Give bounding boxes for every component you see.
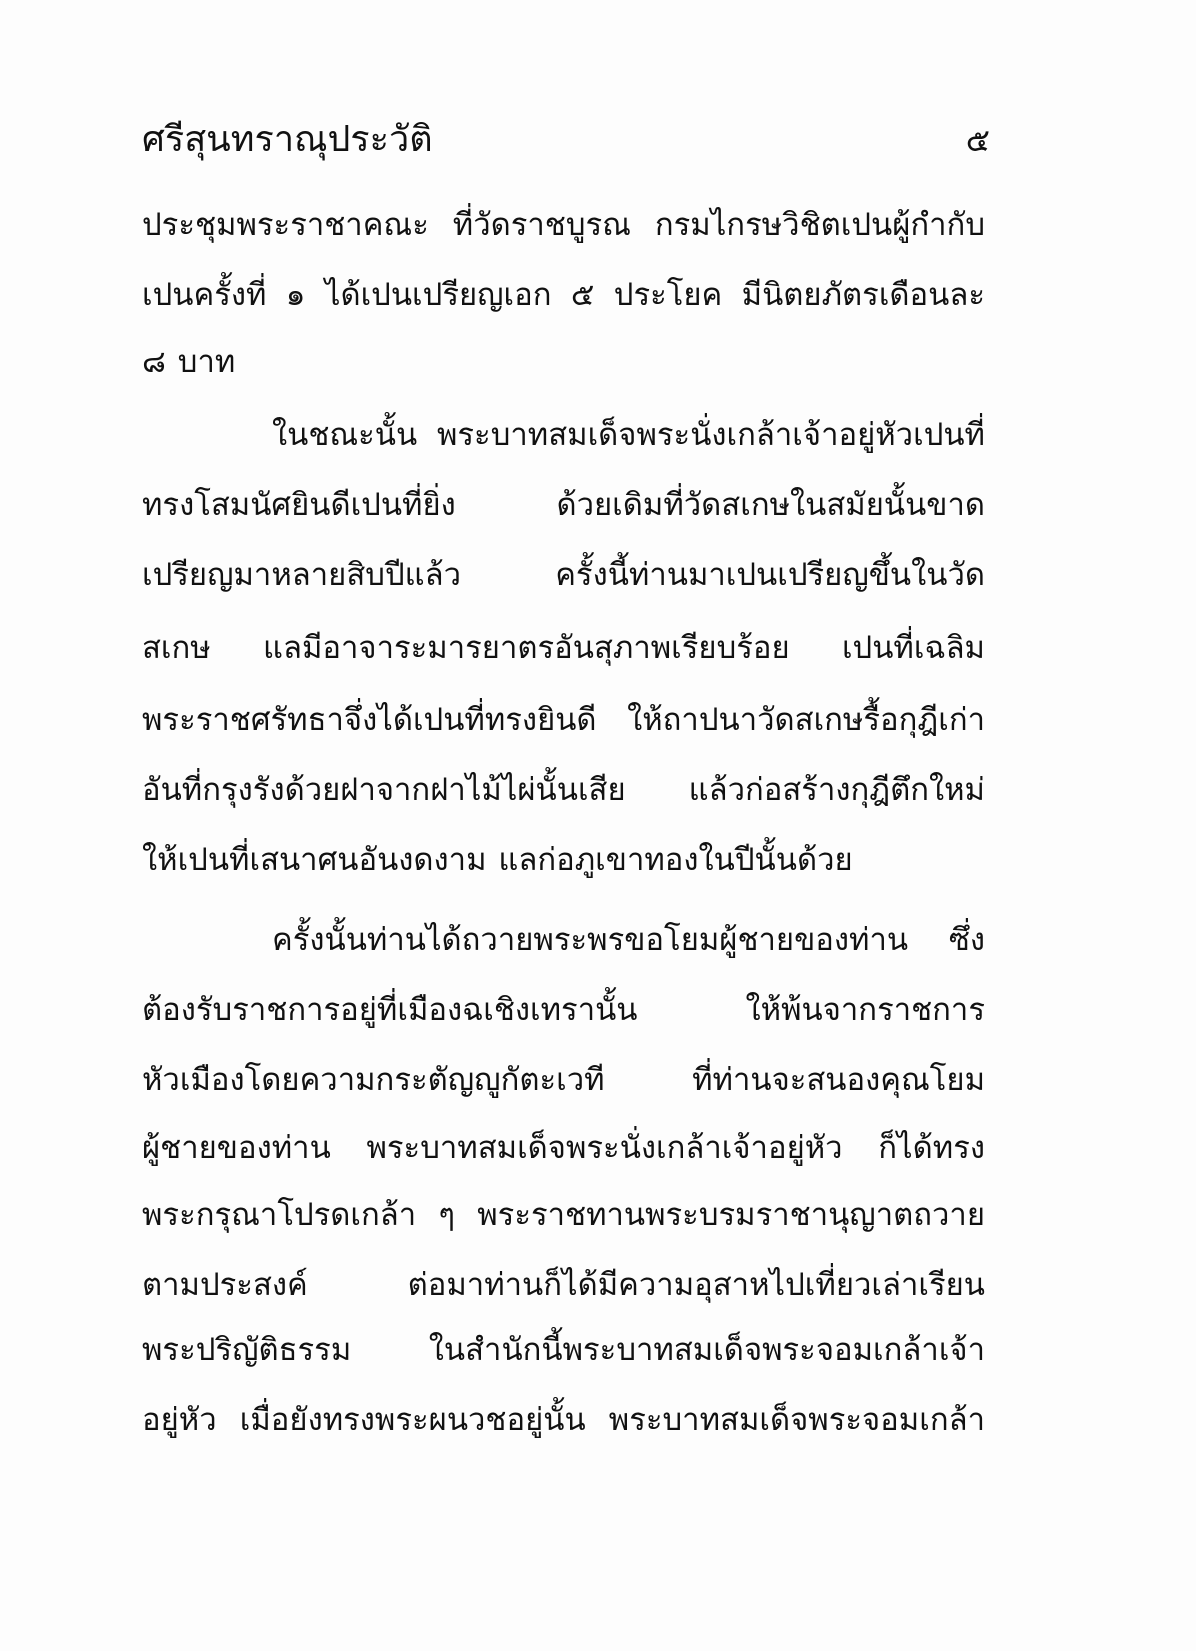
text-line: เปนครั้งที่ ๑ ได้เปนเปรียญเอก ๕ ประโยค มีนิตยภัตรเดือนละ — [142, 277, 985, 313]
text-line: พระราชศรัทธาจึ่งได้เปนที่ทรงยินดี ให้ถาปนาวัดสเกษรื้อกุฎีเก่า — [142, 702, 985, 738]
text-line: สเกษ แลมีอาจาระมารยาตรอันสุภาพเรียบร้อย เปนที่เฉลิม — [142, 630, 985, 666]
text-line: พระกรุณาโปรดเกล้า ๆ พระราชทานพระบรมราชานุญาตถวาย — [142, 1197, 985, 1233]
text-line: หัวเมืองโดยความกระตัญญูกัตะเวที ที่ท่านจะสนองคุณโยม — [142, 1062, 985, 1098]
text-line: พระปริญัติธรรม ในสำนักนี้พระบาทสมเด็จพระจอมเกล้าเจ้า — [142, 1332, 985, 1368]
page-number: ๕ — [965, 121, 990, 159]
text-line: ตามประสงค์ ต่อมาท่านก็ได้มีความอุสาหไปเที่ยวเล่าเรียน — [142, 1267, 985, 1303]
text-line: เปรียญมาหลายสิบปีแล้ว ครั้งนี้ท่านมาเปนเปรียญขึ้นในวัด — [142, 557, 985, 593]
text-line: อยู่หัว เมื่อยังทรงพระผนวชอยู่นั้น พระบาทสมเด็จพระจอมเกล้า — [142, 1402, 985, 1438]
text-line: ๘ บาท — [142, 344, 236, 380]
text-line: ทรงโสมนัศยินดีเปนที่ยิ่ง ด้วยเดิมที่วัดสเกษในสมัยนั้นขาด — [142, 487, 985, 523]
paragraph-first-line: ครั้งนั้นท่านได้ถวายพระพรขอโยมผู้ชายของท่าน ซึ่ง — [272, 922, 985, 958]
text-line: อันที่กรุงรังด้วยฝาจากฝาไม้ไผ่นั้นเสีย แล้วก่อสร้างกุฎีตึกใหม่ — [142, 772, 985, 808]
text-line: ให้เปนที่เสนาศนอันงดงาม แลก่อภูเขาทองในปีนั้นด้วย — [142, 842, 853, 878]
paragraph-first-line: ในชณะนั้น พระบาทสมเด็จพระนั่งเกล้าเจ้าอยู่หัวเปนที่ — [272, 417, 985, 453]
text-line: ผู้ชายของท่าน พระบาทสมเด็จพระนั่งเกล้าเจ้าอยู่หัว ก็ได้ทรง — [142, 1130, 985, 1166]
text-line: ต้องรับราชการอยู่ที่เมืองฉเชิงเทรานั้น ให้พ้นจากราชการ — [142, 992, 985, 1028]
running-header-title: ศรีสุนทราณุประวัติ — [142, 119, 433, 160]
text-line: ประชุมพระราชาคณะ ที่วัดราชบูรณ กรมไกรษวิชิตเปนผู้กำกับ — [142, 207, 985, 243]
